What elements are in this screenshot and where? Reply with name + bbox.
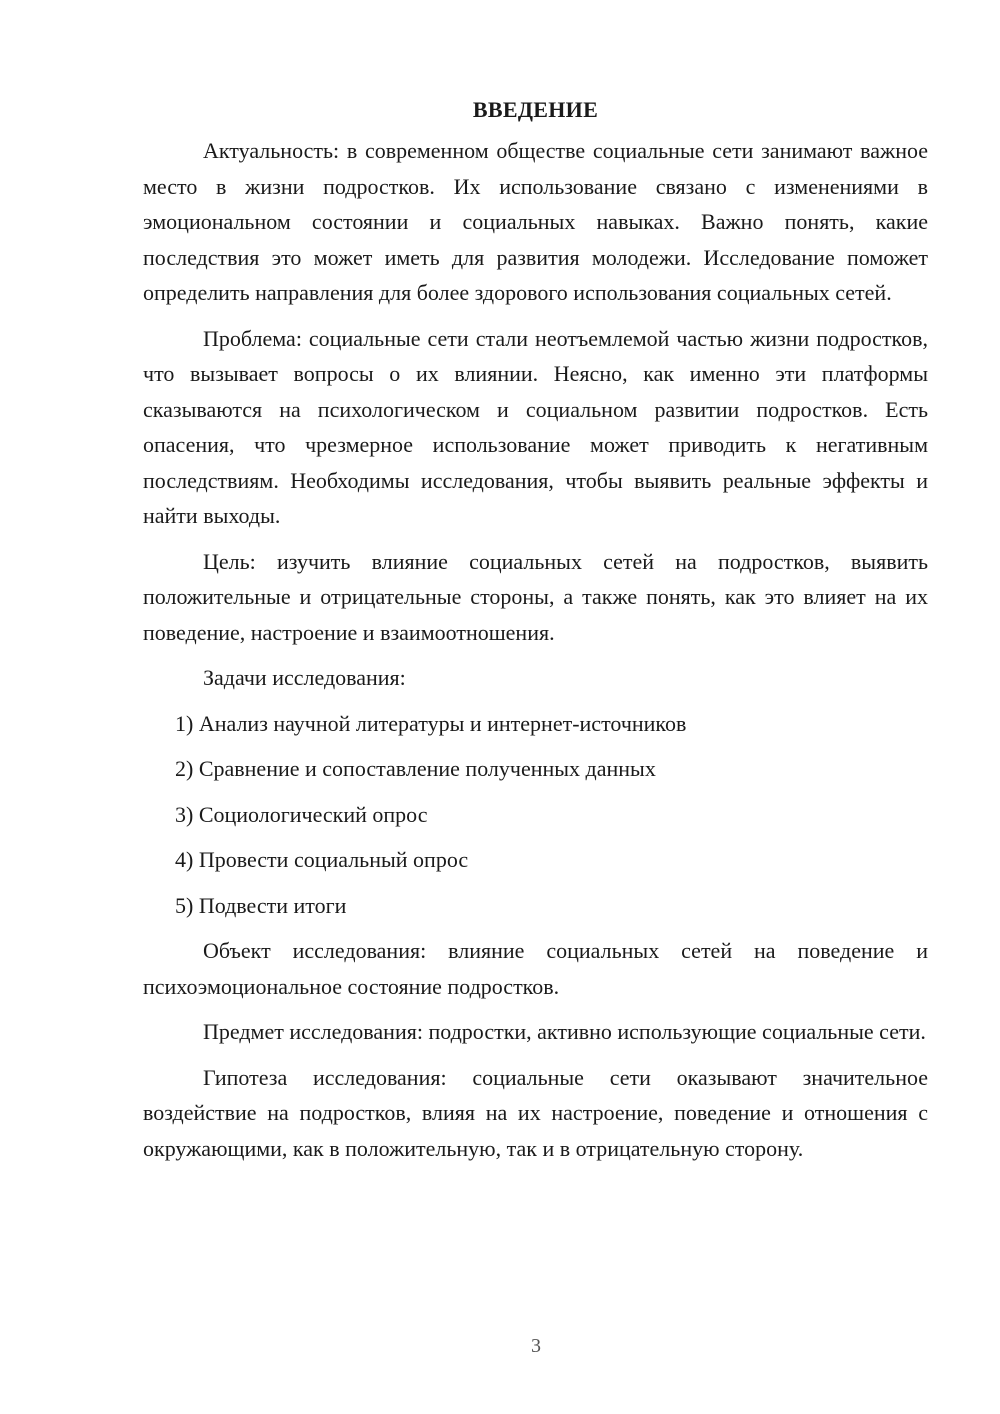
tasks-heading: Задачи исследования: [203,665,406,690]
paragraph-problem: Проблема: социальные сети стали неотъемлемой частью жизни подростков, что вызывает вопросы о их влиянии. Неясно, как именно эти платформы сказываются на психологическом и социальном развитии подростков. Есть опасения, что чрезмерное использование может приводить к негативным последствиям. Необходимы исследования, чтобы выявить реальные эффекты и найти выходы. [143,325,928,528]
task-item: 2) Сравнение и сопоставление полученных данных [175,756,656,781]
task-item: 3) Социологический опрос [175,801,428,827]
paragraph-relevance: Актуальность: в современном обществе социальные сети занимают важное место в жизни подростков. Их использование связано с изменениями в эмоциональном состоянии и социальных навыках. Важно понять, какие последствия это может иметь для развития молодежи. Исследование поможет определить направления для более здорового использования социальных сетей. [143,138,928,305]
paragraph-object: Объект исследования: влияние социальных сетей на поведение и психоэмоциональное состояние подростков. [143,938,928,999]
paragraph-subject: Предмет исследования: подростки, активно использующие социальные сети. [203,1019,926,1044]
paragraph-hypothesis: Гипотеза исследования: социальные сети оказывают значительное воздействие на подростков, влияя на их настроение, поведение и отношения с окружающими, как в положительную, так и в отрицательную сторону. [143,1064,928,1161]
task-item: 5) Подвести итоги [175,892,347,918]
paragraph-goal: Цель: изучить влияние социальных сетей на подростков, выявить положительные и отрицательные стороны, а также понять, как это влияет на их поведение, настроение и взаимоотношения. [143,548,928,645]
tasks-list [143,706,928,924]
page-number: 3 [531,1335,541,1357]
document-page [143,95,928,1166]
task-item: 1) Анализ научной литературы и интернет-источников [175,710,687,736]
section-title: ВВЕДЕНИЕ [472,97,599,122]
task-item: 4) Провести социальный опрос [175,847,469,872]
